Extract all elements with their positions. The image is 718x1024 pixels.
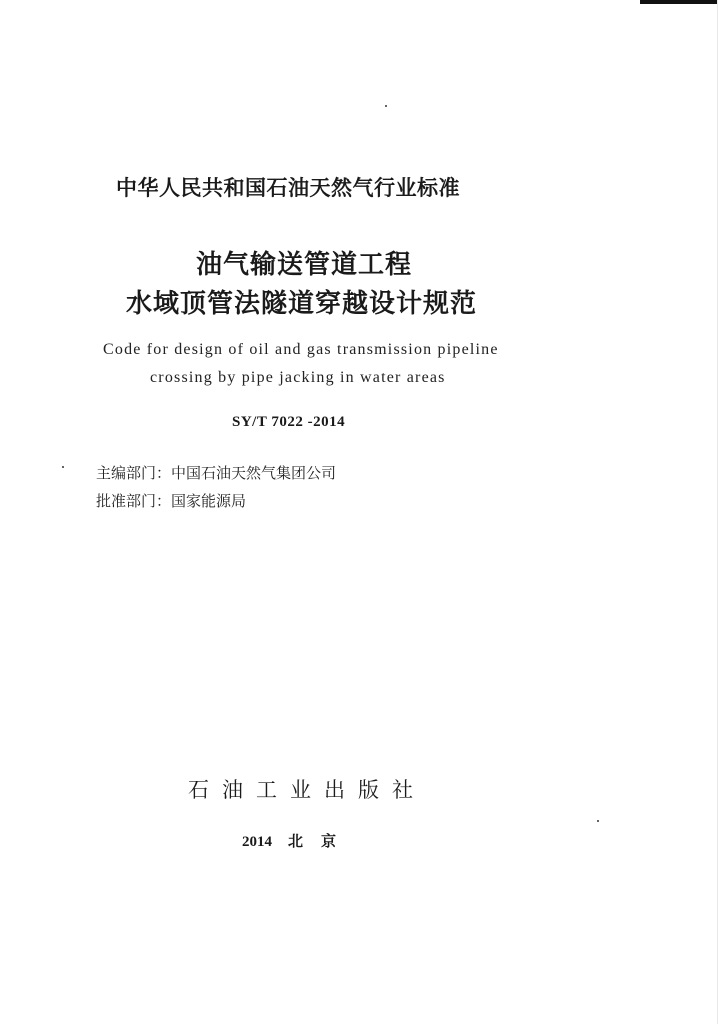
document-title-line-2: 水域顶管法隧道穿越设计规范 bbox=[126, 289, 478, 319]
standard-number: SY/T 7022 -2014 bbox=[232, 414, 346, 430]
english-title-line-1: Code for design of oil and gas transmission pipeline bbox=[103, 341, 499, 358]
standard-category: 中华人民共和国石油天然气行业标准 bbox=[116, 176, 460, 200]
english-title-line-2: crossing by pipe jacking in water areas bbox=[150, 369, 446, 386]
document-title-line-1: 油气输送管道工程 bbox=[196, 250, 413, 280]
scan-speck bbox=[385, 105, 387, 107]
imprint-line bbox=[242, 830, 354, 851]
scan-speck bbox=[62, 466, 64, 468]
chief-editor-department: 主编部门：中国石油天然气集团公司 bbox=[96, 464, 337, 482]
publisher-name: 石油工业出版社 bbox=[188, 778, 426, 802]
approving-department: 批准部门：国家能源局 bbox=[96, 492, 247, 510]
publication-city: 北京 bbox=[288, 832, 355, 850]
scan-speck bbox=[597, 820, 599, 822]
publication-year: 2014 bbox=[242, 834, 272, 850]
scan-corner-mark bbox=[640, 0, 718, 4]
